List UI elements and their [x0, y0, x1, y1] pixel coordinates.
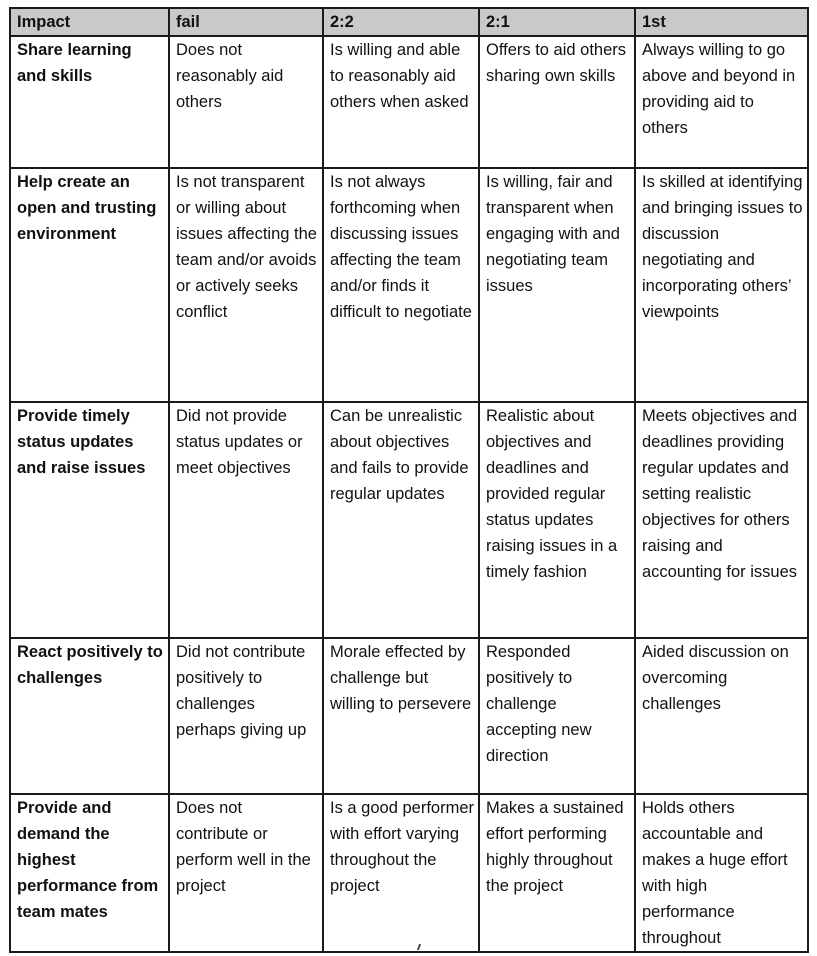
fail-cell: Did not provide status updates or meet objectives [169, 402, 323, 638]
first-cell: Holds others accountable and makes a huge effort with high performance throughout [635, 794, 808, 952]
table-row [10, 168, 808, 402]
first-cell: Always willing to go above and beyond in providing aid to others [635, 36, 808, 168]
impact-cell: React positively to challenges [10, 638, 169, 794]
impact-cell: Help create an open and trusting environment [10, 168, 169, 402]
two-one-cell: Realistic about objectives and deadlines and provided regular status updates raising issues in a timely fashion [479, 402, 635, 638]
fail-cell: Does not reasonably aid others [169, 36, 323, 168]
two-two-cell: Is a good performer with effort varying throughout the project [323, 794, 479, 952]
table-row [10, 36, 808, 168]
impact-cell: Share learning and skills [10, 36, 169, 168]
header-two-two: 2:2 [323, 8, 479, 36]
first-cell: Is skilled at identifying and bringing issues to discussion negotiating and incorporating others’ viewpoints [635, 168, 808, 402]
impact-cell: Provide timely status updates and raise issues [10, 402, 169, 638]
table-row [10, 638, 808, 794]
two-two-cell: Is willing and able to reasonably aid others when asked [323, 36, 479, 168]
header-row [10, 8, 808, 36]
two-two-cell: Is not always forthcoming when discussing issues affecting the team and/or finds it difficult to negotiate [323, 168, 479, 402]
fail-cell: Did not contribute positively to challenges perhaps giving up [169, 638, 323, 794]
header-fail: fail [169, 8, 323, 36]
header-impact: Impact [10, 8, 169, 36]
first-cell: Meets objectives and deadlines providing regular updates and setting realistic objectives for others raising and accounting for issues [635, 402, 808, 638]
two-two-cell: Morale effected by challenge but willing to persevere [323, 638, 479, 794]
two-one-cell: Makes a sustained effort performing highly throughout the project [479, 794, 635, 952]
table-row [10, 402, 808, 638]
two-one-cell: Is willing, fair and transparent when engaging with and negotiating team issues [479, 168, 635, 402]
impact-cell: Provide and demand the highest performance from team mates [10, 794, 169, 952]
two-one-cell: Offers to aid others sharing own skills [479, 36, 635, 168]
two-two-cell: Can be unrealistic about objectives and fails to provide regular updates [323, 402, 479, 638]
header-first: 1st [635, 8, 808, 36]
fail-cell: Is not transparent or willing about issues affecting the team and/or avoids or actively seeks conflict [169, 168, 323, 402]
fail-cell: Does not contribute or perform well in the project [169, 794, 323, 952]
two-one-cell: Responded positively to challenge accepting new direction [479, 638, 635, 794]
grading-rubric-table [9, 7, 809, 953]
header-two-one: 2:1 [479, 8, 635, 36]
table-row [10, 794, 808, 952]
first-cell: Aided discussion on overcoming challenges [635, 638, 808, 794]
